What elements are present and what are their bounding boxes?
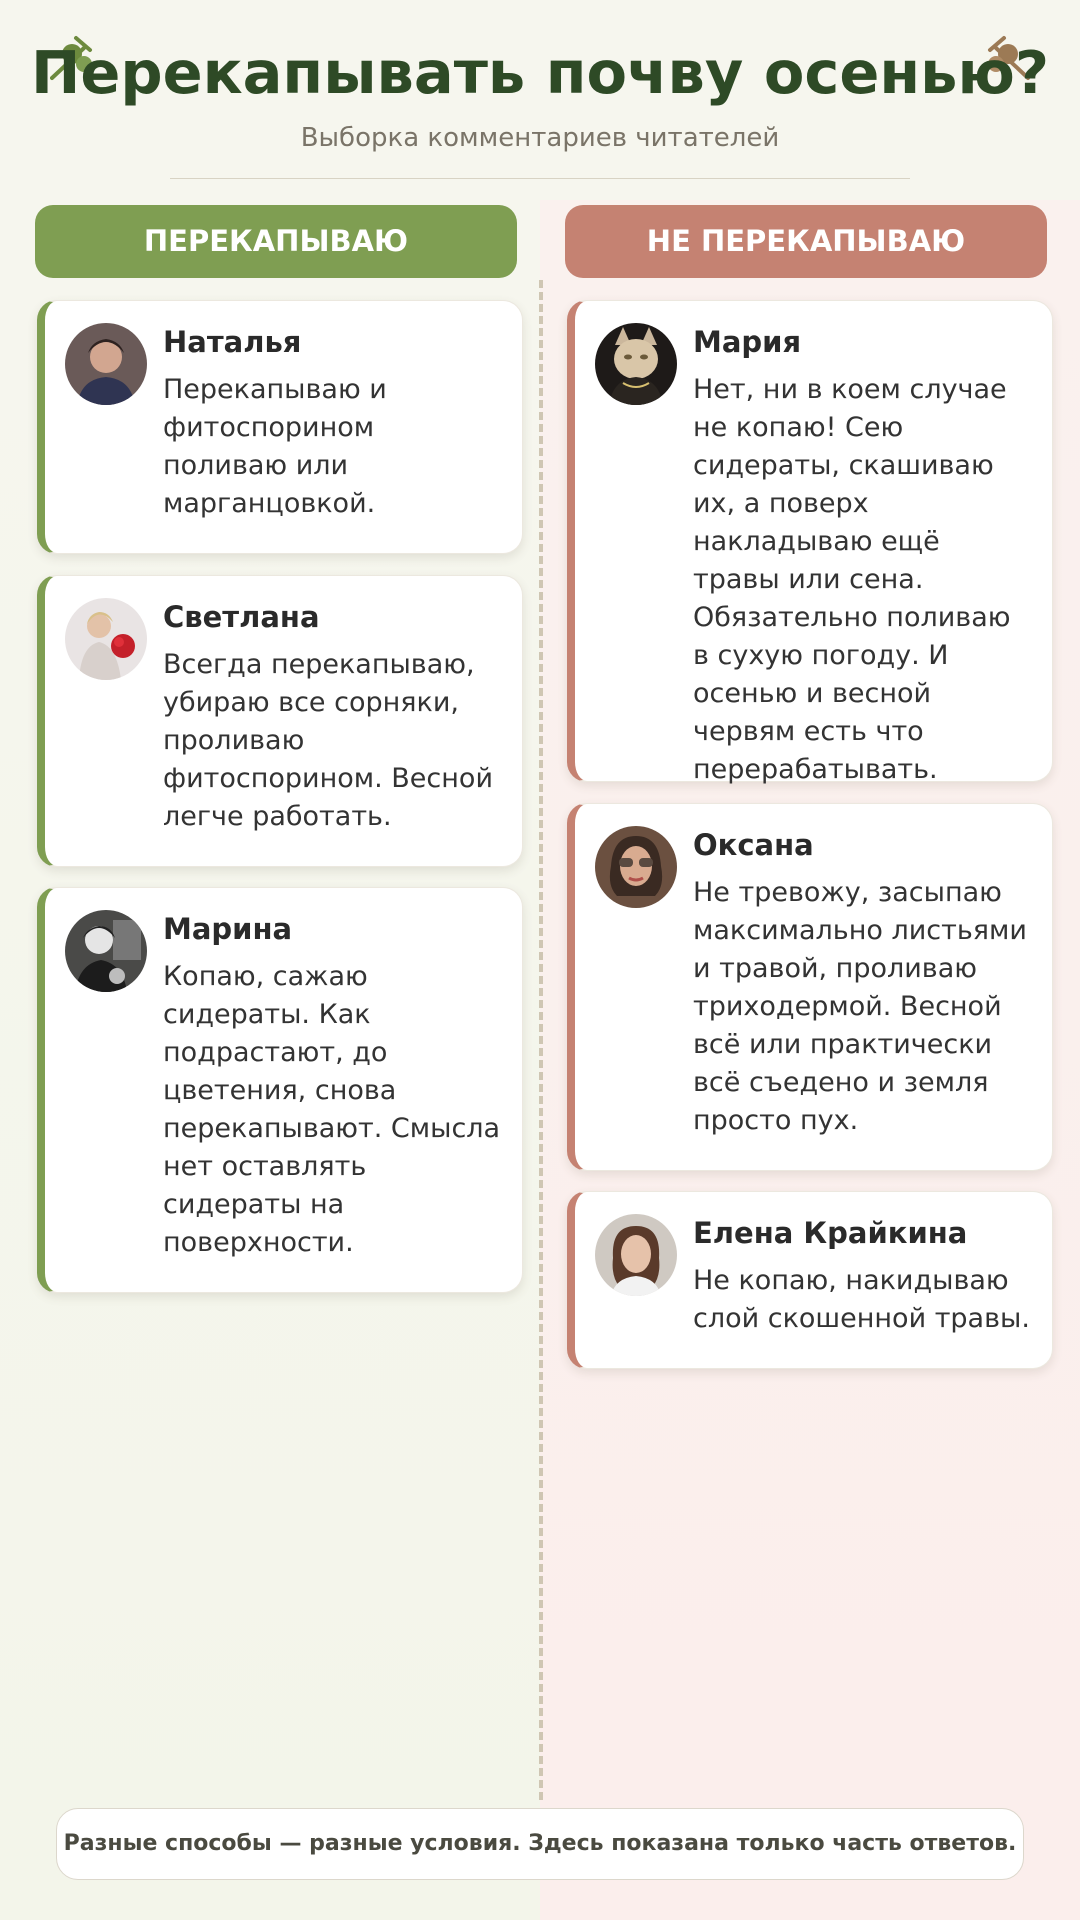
comment-card xyxy=(567,1191,1053,1369)
avatar xyxy=(595,1214,677,1296)
avatar xyxy=(595,826,677,908)
comment-card xyxy=(37,575,523,867)
commenter-name: Оксана xyxy=(693,828,814,862)
page-subtitle: Выборка комментариев читателей xyxy=(300,123,780,153)
commenter-name: Наталья xyxy=(163,325,302,359)
commenter-name: Светлана xyxy=(163,600,320,634)
page-title: Перекапывать почву осенью? xyxy=(30,38,1050,107)
comment-text: Перекапываю и фитоспорином поливаю или марганцовкой. xyxy=(163,374,387,519)
avatar xyxy=(65,598,147,680)
avatar xyxy=(595,323,677,405)
column-divider xyxy=(539,280,543,1800)
comment-text: Нет, ни в коем случае не копаю! Сею сидераты, скашиваю их, а поверх накладываю ещё травы или сена. Обязательно поливаю в сухую погоду. И осенью и весной червям есть что перерабатывать. xyxy=(693,374,1011,785)
comment-text: Копаю, сажаю сидераты. Как подрастают, до цветения, снова перекапывают. Смысла нет оставлять сидераты на поверхности. xyxy=(163,961,501,1258)
comment-text: Всегда перекапываю, убираю все сорняки, проливаю фитоспорином. Весной легче работать. xyxy=(163,649,493,832)
header-divider xyxy=(170,178,910,179)
commenter-name: Марина xyxy=(163,912,293,946)
column-header-dig: ПЕРЕКАПЫВАЮ xyxy=(35,205,517,278)
comment-card xyxy=(567,300,1053,785)
avatar xyxy=(65,910,147,992)
comment-text: Не копаю, накидываю слой скошенной травы. xyxy=(693,1265,1030,1334)
commenter-name: Мария xyxy=(693,325,802,359)
commenter-name: Елена Крайкина xyxy=(693,1216,968,1250)
footer-note: Разные способы — разные условия. Здесь показана только часть ответов. xyxy=(56,1808,1024,1880)
avatar xyxy=(65,323,147,405)
comment-card xyxy=(567,803,1053,1171)
comment-text: Не тревожу, засыпаю максимально листьями и травой, проливаю триходермой. Весной всё или практически всё съедено и земля просто пух. xyxy=(693,877,1027,1136)
comment-card xyxy=(37,887,523,1293)
column-header-no-dig: НЕ ПЕРЕКАПЫВАЮ xyxy=(565,205,1047,278)
comment-card xyxy=(37,300,523,554)
